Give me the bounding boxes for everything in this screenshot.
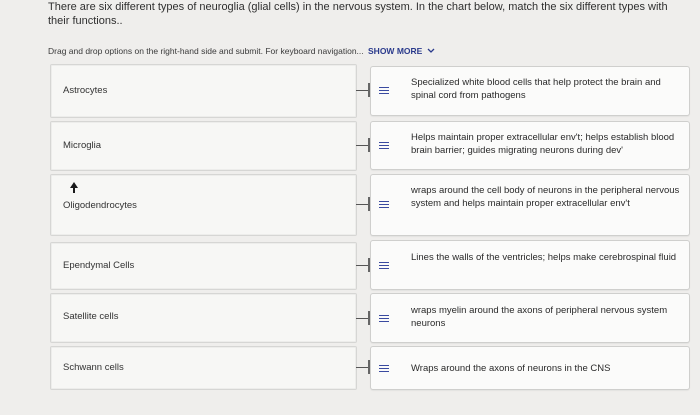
draggable-option-6[interactable] — [370, 346, 690, 390]
drop-target-oligodendrocytes[interactable] — [50, 174, 357, 236]
match-row-microglia — [50, 121, 690, 171]
match-row-ependymal-cells — [50, 240, 690, 290]
match-row-satellite-cells — [50, 293, 690, 343]
drag-handle-icon[interactable] — [379, 262, 389, 270]
drag-handle-icon[interactable] — [379, 87, 389, 95]
left-label-ependymal-cells: Ependymal Cells — [63, 260, 135, 271]
question-text: There are six different types of neuroglia (glial cells) in the nervous system. In the chart below, match the six different types with their functions.. — [48, 1, 668, 27]
match-row-schwann-cells — [50, 346, 690, 392]
match-row-oligodendrocytes — [50, 174, 690, 236]
draggable-option-5[interactable] — [370, 293, 690, 343]
drag-handle-icon[interactable] — [379, 365, 389, 373]
left-label-oligodendrocytes: Oligodendrocytes — [63, 200, 137, 211]
chevron-down-icon — [427, 46, 435, 56]
drag-handle-icon[interactable] — [379, 142, 389, 150]
show-more-label: SHOW MORE — [368, 46, 423, 56]
left-label-astrocytes: Astrocytes — [63, 85, 108, 96]
drop-target-schwann-cells[interactable] — [50, 346, 357, 390]
left-label-microglia: Microglia — [63, 140, 102, 151]
left-label-schwann-cells: Schwann cells — [63, 362, 124, 373]
option-text: Helps maintain proper extracellular env't; helps establish blood brain barrier; guides migrating neurons during dev' — [411, 132, 675, 156]
drop-target-ependymal-cells[interactable] — [50, 242, 357, 290]
option-text: Wraps around the axons of neurons in the CNS — [411, 363, 611, 374]
left-label-satellite-cells: Satellite cells — [63, 311, 119, 322]
instructions — [48, 46, 435, 56]
drop-target-astrocytes[interactable] — [50, 64, 357, 118]
mouse-cursor-icon — [69, 181, 79, 193]
instructions-text: Drag and drop options on the right-hand side and submit. For keyboard navigation... — [48, 46, 364, 56]
drop-target-satellite-cells[interactable] — [50, 293, 357, 343]
drag-handle-icon[interactable] — [379, 315, 389, 323]
draggable-option-3[interactable] — [370, 174, 690, 236]
draggable-option-4[interactable] — [370, 240, 690, 290]
option-text: wraps myelin around the axons of peripheral nervous system neurons — [411, 305, 668, 329]
match-row-astrocytes — [50, 64, 690, 118]
drag-handle-icon[interactable] — [379, 201, 389, 209]
show-more-button[interactable] — [368, 46, 435, 56]
drop-target-microglia[interactable] — [50, 121, 357, 171]
option-text: wraps around the cell body of neurons in the peripheral nervous system and helps maintain proper extracellular env't — [411, 185, 680, 209]
option-text: Specialized white blood cells that help protect the brain and spinal cord from pathogens — [411, 77, 661, 101]
option-text: Lines the walls of the ventricles; helps make cerebrospinal fluid — [411, 252, 677, 263]
draggable-option-1[interactable] — [370, 66, 690, 116]
draggable-option-2[interactable] — [370, 121, 690, 170]
